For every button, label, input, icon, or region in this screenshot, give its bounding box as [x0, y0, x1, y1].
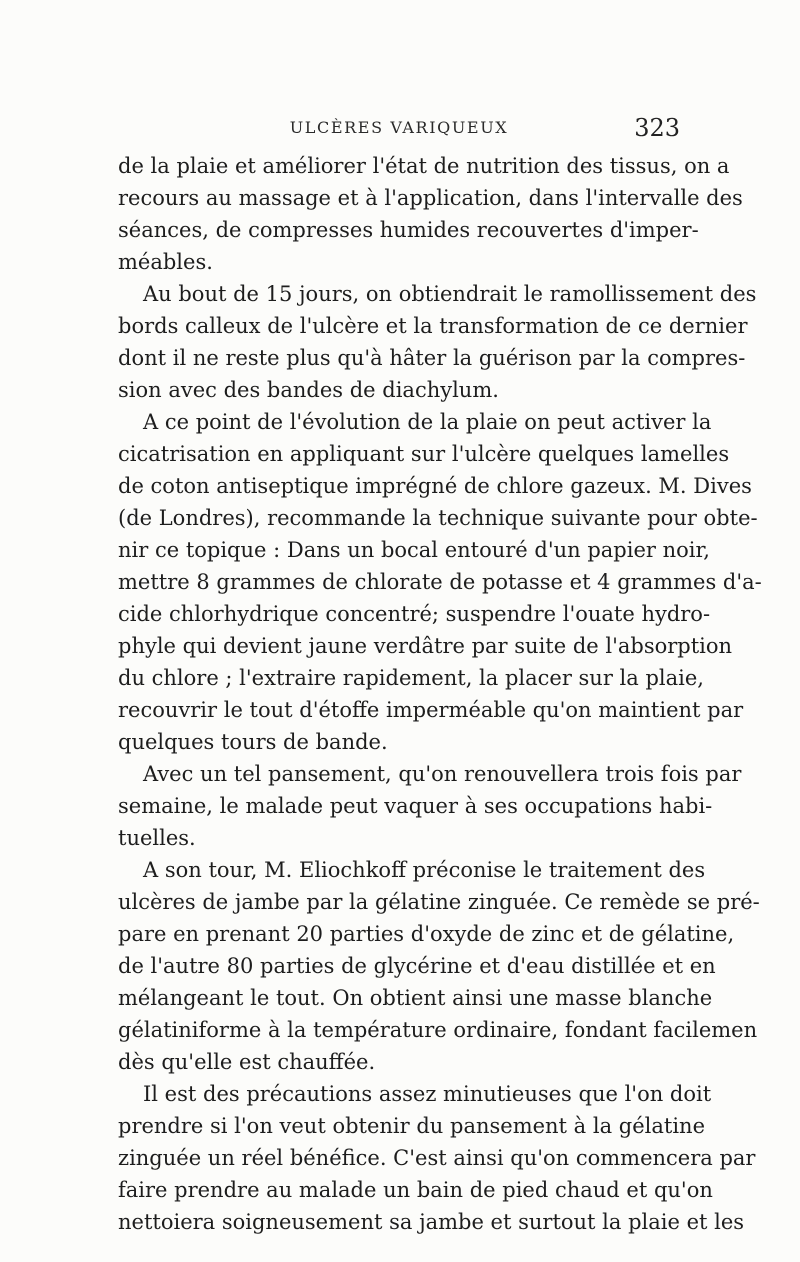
text-line: zinguée un réel bénéfice. C'est ainsi qu'on commencera par: [118, 1146, 756, 1170]
paragraph: [118, 278, 757, 406]
text-line: bords calleux de l'ulcère et la transformation de ce dernier: [118, 314, 748, 338]
text-line: ulcères de jambe par la gélatine zinguée. Ce remède se pré-: [118, 890, 760, 914]
paragraph: [118, 758, 742, 854]
page-number: 323: [634, 114, 680, 142]
paragraph: [118, 406, 762, 758]
text-line: A son tour, M. Eliochkoff préconise le traitement des: [143, 858, 706, 882]
text-line: sion avec des bandes de diachylum.: [118, 378, 499, 402]
text-line: mettre 8 grammes de chlorate de potasse et 4 grammes d'a-: [118, 570, 762, 594]
paragraph-continuation: [118, 150, 743, 278]
text-line: nettoiera soigneusement sa jambe et surtout la plaie et les: [118, 1210, 745, 1234]
text-line: de coton antiseptique imprégné de chlore gazeux. M. Dives: [118, 474, 752, 498]
text-line: de l'autre 80 parties de glycérine et d'eau distillée et en: [118, 954, 716, 978]
text-line: nir ce topique : Dans un bocal entouré d'un papier noir,: [118, 538, 710, 562]
text-line: (de Londres), recommande la technique suivante pour obte-: [118, 506, 758, 530]
text-line: prendre si l'on veut obtenir du pansement à la gélatine: [118, 1114, 705, 1138]
text-line: phyle qui devient jaune verdâtre par suite de l'absorption: [118, 634, 733, 658]
text-line: Avec un tel pansement, qu'on renouvellera trois fois par: [143, 762, 742, 786]
text-line: de la plaie et améliorer l'état de nutrition des tissus, on a: [118, 154, 730, 178]
text-line: dont il ne reste plus qu'à hâter la guérison par la compres-: [118, 346, 746, 370]
text-line: séances, de compresses humides recouvertes d'imper-: [118, 218, 699, 242]
text-line: dès qu'elle est chauffée.: [118, 1050, 376, 1074]
text-line: pare en prenant 20 parties d'oxyde de zinc et de gélatine,: [118, 922, 735, 946]
text-line: gélatiniforme à la température ordinaire, fondant facilemen: [118, 1018, 758, 1042]
running-header: [118, 114, 680, 144]
text-line: recours au massage et à l'application, dans l'intervalle des: [118, 186, 743, 210]
text-line: du chlore ; l'extraire rapidement, la placer sur la plaie,: [118, 666, 704, 690]
text-line: cicatrisation en appliquant sur l'ulcère quelques lamelles: [118, 442, 730, 466]
text-line: Il est des précautions assez minutieuses que l'on doit: [143, 1082, 712, 1106]
text-line: cide chlorhydrique concentré; suspendre l'ouate hydro-: [118, 602, 711, 626]
text-line: tuelles.: [118, 826, 196, 850]
text-line: semaine, le malade peut vaquer à ses occupations habi-: [118, 794, 713, 818]
paragraph: [118, 854, 760, 1078]
text-line: méables.: [118, 250, 213, 274]
text-line: quelques tours de bande.: [118, 730, 388, 754]
text-line: mélangeant le tout. On obtient ainsi une masse blanche: [118, 986, 713, 1010]
text-line: Au bout de 15 jours, on obtiendrait le ramollissement des: [143, 282, 757, 306]
text-line: faire prendre au malade un bain de pied chaud et qu'on: [118, 1178, 713, 1202]
running-title: ULCÈRES VARIQUEUX: [289, 118, 509, 137]
body-text: [118, 150, 762, 1238]
paragraph: [118, 1078, 756, 1238]
text-line: recouvrir le tout d'étoffe imperméable qu'on maintient par: [118, 698, 744, 722]
text-line: A ce point de l'évolution de la plaie on peut activer la: [143, 410, 712, 434]
